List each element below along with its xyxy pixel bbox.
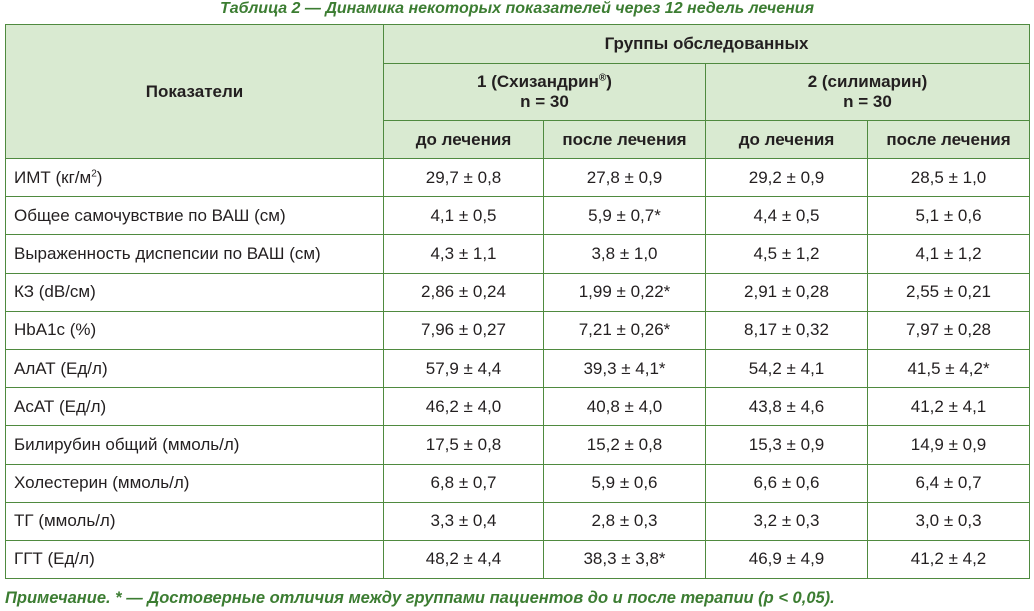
cell-g1-before: 17,5 ± 0,8 xyxy=(384,426,544,464)
cell-g2-before: 4,4 ± 0,5 xyxy=(706,197,868,235)
cell-g2-after: 28,5 ± 1,0 xyxy=(868,159,1030,197)
cell-g2-before: 2,91 ± 0,28 xyxy=(706,273,868,311)
table-row xyxy=(6,273,1030,311)
cell-g2-before: 3,2 ± 0,3 xyxy=(706,502,868,540)
row-label-end: ) xyxy=(96,167,103,187)
group-2-name: 2 (силимарин) xyxy=(807,72,928,91)
row-label: АсАТ (Ед/л) xyxy=(6,388,384,426)
table-row xyxy=(6,159,1030,197)
group-1-name: 1 (Схизандрин xyxy=(477,72,599,91)
cell-g1-after: 27,8 ± 0,9 xyxy=(544,159,706,197)
cell-g1-after: 39,3 ± 4,1* xyxy=(544,349,706,387)
cell-g1-before: 29,7 ± 0,8 xyxy=(384,159,544,197)
header-g2-before: до лечения xyxy=(706,121,868,159)
table-row xyxy=(6,388,1030,426)
cell-g2-before: 43,8 ± 4,6 xyxy=(706,388,868,426)
cell-g1-before: 3,3 ± 0,4 xyxy=(384,502,544,540)
row-label: ТГ (ммоль/л) xyxy=(6,502,384,540)
row-label: ГГТ (Ед/л) xyxy=(6,540,384,578)
table-row xyxy=(6,311,1030,349)
cell-g2-before: 15,3 ± 0,9 xyxy=(706,426,868,464)
cell-g1-after: 38,3 ± 3,8* xyxy=(544,540,706,578)
cell-g2-after: 41,5 ± 4,2* xyxy=(868,349,1030,387)
cell-g2-before: 29,2 ± 0,9 xyxy=(706,159,868,197)
row-label xyxy=(6,159,384,197)
cell-g2-after: 5,1 ± 0,6 xyxy=(868,197,1030,235)
cell-g2-before: 6,6 ± 0,6 xyxy=(706,464,868,502)
cell-g2-after: 41,2 ± 4,2 xyxy=(868,540,1030,578)
cell-g1-before: 4,3 ± 1,1 xyxy=(384,235,544,273)
cell-g1-before: 48,2 ± 4,4 xyxy=(384,540,544,578)
cell-g1-after: 15,2 ± 0,8 xyxy=(544,426,706,464)
results-table xyxy=(5,24,1030,579)
row-label: HbA1c (%) xyxy=(6,311,384,349)
row-label: Выраженность диспепсии по ВАШ (см) xyxy=(6,235,384,273)
cell-g2-after: 6,4 ± 0,7 xyxy=(868,464,1030,502)
registered-mark: ® xyxy=(598,72,607,84)
header-g1-after: после лечения xyxy=(544,121,706,159)
cell-g2-after: 2,55 ± 0,21 xyxy=(868,273,1030,311)
header-groups: Группы обследованных xyxy=(384,25,1030,64)
cell-g1-before: 46,2 ± 4,0 xyxy=(384,388,544,426)
cell-g2-after: 3,0 ± 0,3 xyxy=(868,502,1030,540)
table-row xyxy=(6,197,1030,235)
cell-g1-after: 5,9 ± 0,6 xyxy=(544,464,706,502)
row-label: АлАТ (Ед/л) xyxy=(6,349,384,387)
cell-g2-after: 7,97 ± 0,28 xyxy=(868,311,1030,349)
row-label: Общее самочувствие по ВАШ (см) xyxy=(6,197,384,235)
table-row xyxy=(6,464,1030,502)
group-1-n: n = 30 xyxy=(520,92,569,111)
table-row xyxy=(6,502,1030,540)
table-row xyxy=(6,349,1030,387)
cell-g2-before: 8,17 ± 0,32 xyxy=(706,311,868,349)
group-2-n: n = 30 xyxy=(843,92,892,111)
cell-g1-after: 2,8 ± 0,3 xyxy=(544,502,706,540)
cell-g2-after: 41,2 ± 4,1 xyxy=(868,388,1030,426)
row-label: Холестерин (ммоль/л) xyxy=(6,464,384,502)
cell-g2-after: 4,1 ± 1,2 xyxy=(868,235,1030,273)
table-row xyxy=(6,426,1030,464)
cell-g2-before: 4,5 ± 1,2 xyxy=(706,235,868,273)
row-label-text: ИМТ (кг/м xyxy=(14,167,92,187)
group-1-close: ) xyxy=(606,72,612,91)
table-note: Примечание. * — Достоверные отличия между группами пациентов до и после терапии (p < 0,05). xyxy=(5,589,835,607)
header-g2-after: после лечения xyxy=(868,121,1030,159)
cell-g1-before: 2,86 ± 0,24 xyxy=(384,273,544,311)
cell-g1-before: 4,1 ± 0,5 xyxy=(384,197,544,235)
cell-g2-after: 14,9 ± 0,9 xyxy=(868,426,1030,464)
header-group-1 xyxy=(384,64,706,121)
cell-g1-after: 1,99 ± 0,22* xyxy=(544,273,706,311)
cell-g1-after: 3,8 ± 1,0 xyxy=(544,235,706,273)
table-row xyxy=(6,540,1030,578)
header-indicators: Показатели xyxy=(6,25,384,159)
cell-g1-before: 57,9 ± 4,4 xyxy=(384,349,544,387)
cell-g1-after: 5,9 ± 0,7* xyxy=(544,197,706,235)
cell-g1-before: 6,8 ± 0,7 xyxy=(384,464,544,502)
row-label: КЗ (dB/см) xyxy=(6,273,384,311)
header-group-2 xyxy=(706,64,1030,121)
row-label: Билирубин общий (ммоль/л) xyxy=(6,426,384,464)
cell-g1-after: 7,21 ± 0,26* xyxy=(544,311,706,349)
superscript: 2 xyxy=(91,167,97,179)
table-row xyxy=(6,235,1030,273)
cell-g2-before: 46,9 ± 4,9 xyxy=(706,540,868,578)
cell-g1-before: 7,96 ± 0,27 xyxy=(384,311,544,349)
table-caption: Таблица 2 — Динамика некоторых показателей через 12 недель лечения xyxy=(219,0,814,17)
cell-g1-after: 40,8 ± 4,0 xyxy=(544,388,706,426)
cell-g2-before: 54,2 ± 4,1 xyxy=(706,349,868,387)
header-g1-before: до лечения xyxy=(384,121,544,159)
